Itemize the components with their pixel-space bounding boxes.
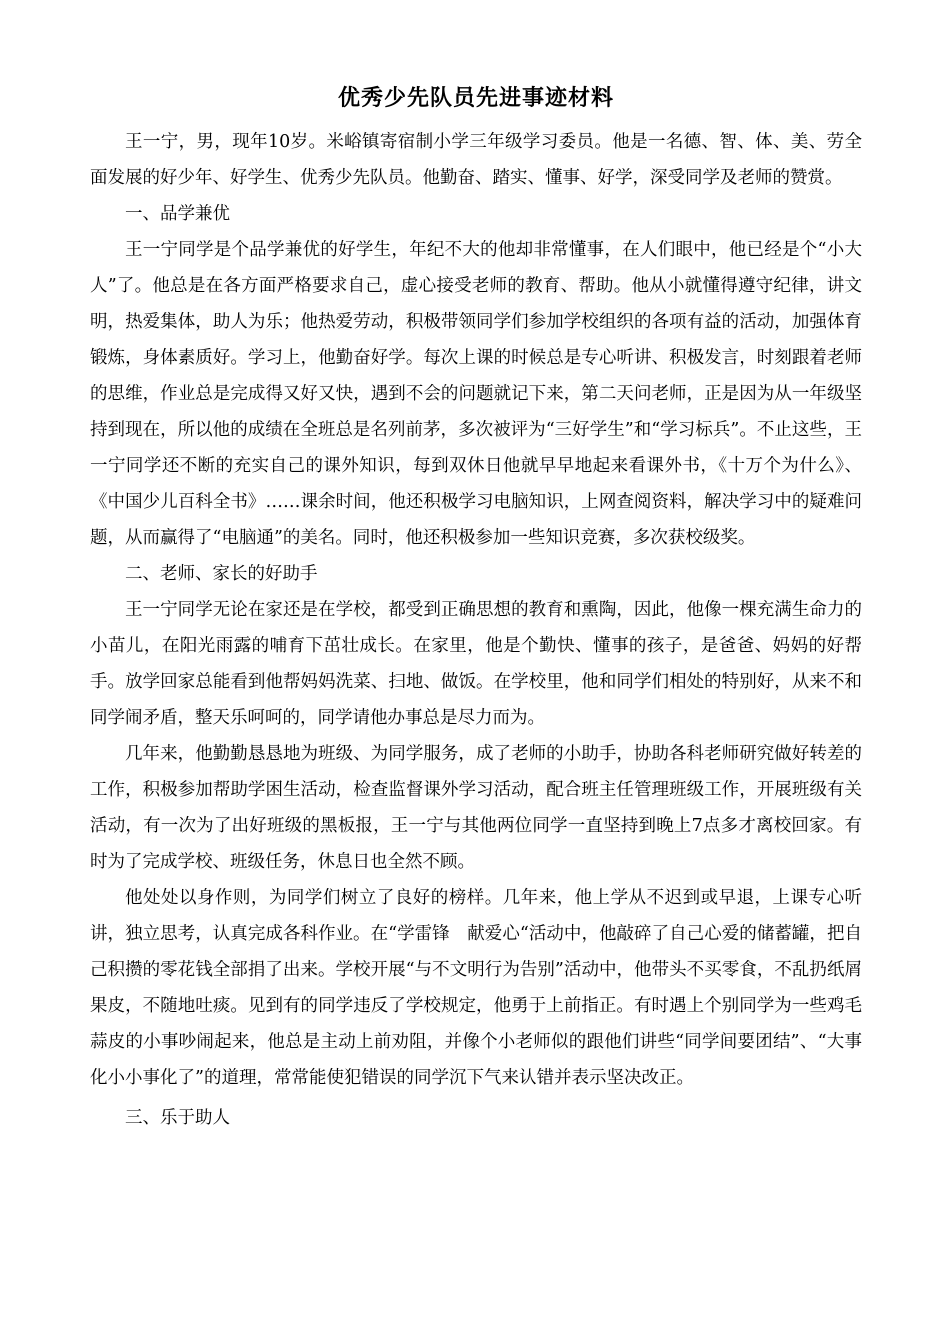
section-heading-1: 一、品学兼优 (125, 204, 230, 224)
document-title: 优秀少先队员先进事迹材料 (337, 85, 614, 111)
intro-paragraph: 王一宁，男，现年10岁。米峪镇寄宿制小学三年级学习委员。他是一名德、智、体、美、劳全面发展的好少年、好学生、优秀少先队员。他勤奋、踏实、懂事、好学，深受同学及老师的赞赏。 (90, 132, 862, 188)
document-page (90, 78, 862, 1136)
section2-paragraph: 几年来，他勤勤恳恳地为班级、为同学服务，成了老师的小助手，协助各科老师研究做好转差的工作，积极参加帮助学困生活动，检查监督课外学习活动，配合班主任管理班级工作，开展班级有关活动，有一次为了出好班级的黑板报，王一宁与其他两位同学一直坚持到晚上7点多才离校回家。有时为了完成学校、班级任务，休息日也全然不顾。 (90, 744, 862, 872)
section1-paragraph: 王一宁同学是个品学兼优的好学生，年纪不大的他却非常懂事，在人们眼中，他已经是个“小大人”了。他总是在各方面严格要求自己，虚心接受老师的教育、帮助。他从小就懂得遵守纪律，讲文明，热爱集体，助人为乐；他热爱劳动，积极带领同学们参加学校组织的各项有益的活动，加强体育锻炼，身体素质好。学习上，他勤奋好学。每次上课的时候总是专心听讲、积极发言，时刻跟着老师的思维，作业总是完成得又好又快，遇到不会的问题就记下来，第二天问老师，正是因为从一年级坚持到现在，所以他的成绩在全班总是名列前茅，多次被评为“三好学生”和“学习标兵”。不止这些，王一宁同学还不断的充实自己的课外知识，每到双休日他就早早地起来看课外书，《十万个为什么》、《中国少儿百科全书》……课余时间，他还积极学习电脑知识，上网查阅资料，解决学习中的疑难问题，从而赢得了“电脑通”的美名。同时，他还积极参加一些知识竞赛，多次获校级奖。 (90, 240, 862, 548)
section-heading-3: 三、乐于助人 (125, 1108, 230, 1128)
section-heading-2: 二、老师、家长的好助手 (125, 564, 318, 584)
section2-paragraph: 王一宁同学无论在家还是在学校，都受到正确思想的教育和熏陶，因此，他像一棵充满生命力的小苗儿，在阳光雨露的哺育下茁壮成长。在家里，他是个勤快、懂事的孩子，是爸爸、妈妈的好帮手。放学回家总能看到他帮妈妈洗菜、扫地、做饭。在学校里，他和同学们相处的特别好，从来不和同学闹矛盾，整天乐呵呵的，同学请他办事总是尽力而为。 (90, 600, 862, 728)
section2-paragraph: 他处处以身作则，为同学们树立了良好的榜样。几年来，他上学从不迟到或早退，上课专心听讲，独立思考，认真完成各科作业。在“学雷锋 献爱心“活动中，他敲碎了自己心爱的储蓄罐，把自己积攒的零花钱全部捐了出来。学校开展“与不文明行为告别”活动中，他带头不买零食，不乱扔纸屑果皮，不随地吐痰。见到有的同学违反了学校规定，他勇于上前指正。有时遇上个别同学为一些鸡毛蒜皮的小事吵闹起来，他总是主动上前劝阻，并像个小老师似的跟他们讲些“同学间要团结”、“大事化小小事化了”的道理，常常能使犯错误的同学沉下气来认错并表示坚决改正。 (90, 888, 862, 1088)
